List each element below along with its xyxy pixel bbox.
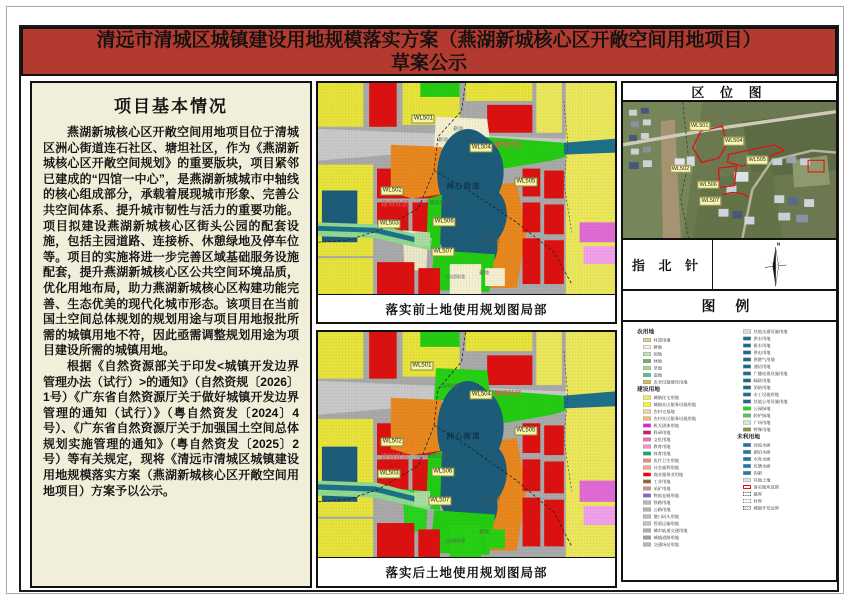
legend-swatch	[643, 479, 651, 483]
legend-swatch	[743, 406, 751, 410]
legend-item	[737, 377, 837, 384]
loc-label-wl507: WL507	[701, 198, 720, 205]
legend-label: 农村宅基地	[653, 409, 675, 414]
legend-swatch	[643, 437, 651, 441]
parcel-label-wl503: WL503	[379, 220, 399, 227]
legend-label: 科研用地	[653, 430, 671, 435]
legend-label: 农村社区服务设施用地	[653, 416, 697, 421]
legend-swatch	[743, 485, 751, 489]
landuse-note: 耕地	[479, 529, 490, 536]
legend-body	[621, 320, 838, 582]
legend-label: 湖泊水面	[753, 449, 771, 455]
legend-swatch	[743, 378, 751, 382]
legend-item	[737, 349, 837, 356]
poster-title-bar	[21, 27, 837, 76]
legend-swatch	[743, 392, 751, 396]
legend-label: 铁路用地	[653, 500, 671, 505]
legend-label: 医疗卫生用地	[653, 458, 680, 463]
parcel-label-wl501: WL501	[413, 115, 433, 122]
legend-label: 其他公用设施用地	[753, 399, 788, 404]
legend-item	[737, 398, 837, 405]
legend-label: 交通场站用地	[653, 542, 680, 547]
legend-swatch	[643, 395, 651, 399]
legend-label: 工业用地	[653, 479, 671, 484]
right-column	[621, 81, 838, 582]
landuse-note: 耕地	[452, 126, 463, 133]
loc-label-wl505: WL505	[748, 157, 766, 164]
legend-swatch	[643, 359, 651, 363]
legend-label: 邮政用地	[753, 378, 771, 383]
svg-text:N: N	[776, 241, 780, 247]
legend-label: 物流仓储用地	[653, 493, 680, 498]
legend-label: 文化用地	[653, 437, 671, 442]
legend-item	[737, 477, 837, 484]
legend-item	[637, 478, 737, 485]
legend-label: 城市轨道交通用地	[653, 528, 688, 533]
legend-swatch	[743, 364, 751, 368]
legend-item	[637, 450, 737, 457]
compass-section	[621, 238, 838, 291]
legend-label: 通信用地	[753, 364, 771, 369]
legend-swatch	[643, 486, 651, 490]
legend-label: 广场用地	[753, 420, 771, 425]
community-label-tangtan: 塘坦社区	[494, 141, 523, 149]
project-info-paragraph-2: 根据《自然资源部关于印发<城镇开发边界管理办法（试行）>的通知》（自然资规〔2026〕1号）《广东省自然资源厅关于做好城镇开发边界管理的通知（试行）》（粤自然资发〔2024〕4号）、《广东省自然资源厅关于加强国土空间总体规划实施管理的通知》（粤自然资发〔2025〕2 号）等有关规定，现将《清远市清城区城镇建设用地规模落实方案（燕湖新城核心区开敞空间用地项目）方案予以公示。	[43, 358, 299, 498]
legend-label: 农业设施建设用地	[653, 379, 688, 385]
legend-swatch	[643, 507, 651, 511]
legend-swatch	[643, 402, 651, 406]
legend-item	[637, 527, 737, 534]
legend-label: 草地	[653, 365, 663, 371]
legend-item	[637, 520, 737, 527]
legend-label: 城镇道路用地	[653, 535, 680, 540]
subdistrict-label-zhouxin: 洲心街道	[446, 181, 481, 191]
legend-item	[637, 443, 737, 450]
legend-item	[637, 408, 737, 415]
legend-swatch	[643, 542, 651, 546]
legend-swatch	[743, 478, 751, 482]
project-info-panel	[30, 81, 312, 588]
legend-label: 落实地块范围	[753, 484, 780, 490]
legend-label: 河流水面	[753, 442, 771, 448]
legend-item	[637, 422, 737, 429]
legend-swatch	[743, 450, 751, 454]
legend-item	[737, 412, 837, 419]
legend-label: 镇界	[753, 491, 763, 497]
parcel-label-wl505: WL505	[516, 178, 536, 185]
legend-label: 供水用地	[753, 336, 771, 341]
project-info-paragraph-1: 燕湖新城核心区开敞空间用地项目位于清城区洲心街道连石社区、塘坦社区，作为《燕湖新城核心区开敞空间规划》的重要版块，项目紧邻已建成的“四馆一中心”，是燕湖新城城市中轴线的核心组成部分，承载着展现城市形象、完善公共空间体系、提升城市韧性与活力的重要功能。项目拟建设燕湖新城核心区街头公园的配套设施，包括主园道路、连接桥、休憩绿地及停车位等。项目的实施将进一步完善区域基础服务设施配套，提升燕湖新城核心区公共空间环境品质，优化用地布局，助力燕湖新城核心区构建功能完善、生态优美的现代化城市形态。该项目在当前国土空间总体规划的规划用途与项目用地报批所需的城镇用地不符，因此亟需调整规划用途为项目建设所需的城镇用地。	[43, 125, 299, 358]
parcel-label-wl503: WL503	[379, 470, 399, 477]
legend-label: 村道用地	[653, 337, 671, 343]
legend-swatch	[743, 443, 751, 447]
landuse-note: 人工湖周边用地	[419, 200, 455, 207]
community-label-lianshi: 连石社区	[381, 453, 410, 461]
parcel-label-wl502: WL502	[382, 187, 402, 194]
legend-label: 城镇社区服务设施用地	[653, 402, 697, 407]
compass-box	[713, 240, 836, 289]
legend-label: 供燃气用地	[753, 357, 775, 362]
landuse-note: 文化用地	[480, 495, 501, 502]
legend-swatch	[643, 535, 651, 539]
legend-swatch	[643, 451, 651, 455]
legend-swatch	[643, 521, 651, 525]
legend-item	[637, 436, 737, 443]
legend-item	[637, 464, 737, 471]
location-label-layer	[623, 102, 836, 238]
legend-item	[637, 506, 737, 513]
legend-item	[637, 351, 737, 358]
legend-label: 港口码头用地	[653, 514, 680, 519]
legend-swatch	[743, 336, 751, 340]
legend-item	[637, 394, 737, 401]
landuse-note: 公园绿地	[438, 383, 459, 389]
legend-label: 广播电视设施用地	[753, 371, 788, 376]
legend-group-header: 建设用地	[637, 386, 660, 393]
legend-item	[637, 365, 737, 372]
legend-swatch	[643, 514, 651, 518]
legend-item	[637, 401, 737, 408]
legend-item	[737, 426, 837, 433]
legend-swatch	[643, 409, 651, 413]
legend-swatch	[743, 506, 751, 510]
legend-item	[637, 372, 737, 379]
legend-swatch	[743, 499, 751, 503]
legend-swatch	[743, 471, 751, 475]
legend-label: 村界	[753, 498, 763, 504]
legend-label: 沟渠	[753, 470, 763, 476]
map-before-label-layer	[318, 83, 615, 294]
legend-label: 商业服务业用地	[653, 472, 684, 477]
legend-label: 公路用地	[653, 507, 671, 512]
legend-swatch	[643, 373, 651, 377]
legend-item	[737, 356, 837, 363]
legend-label: 消防用地	[753, 385, 771, 390]
legend-item	[737, 505, 837, 512]
poster-title-line2: 草案公示	[390, 52, 467, 74]
legend-item	[737, 484, 837, 491]
location-map-title: 区 位 图	[621, 81, 838, 102]
legend-swatch	[643, 500, 651, 504]
parcel-label-wl504: WL504	[471, 391, 491, 398]
legend-item	[737, 370, 837, 377]
legend-label: 管道运输用地	[653, 521, 680, 526]
legend-swatch	[643, 416, 651, 420]
parcel-label-wl504: WL504	[471, 144, 491, 151]
legend-item	[737, 491, 837, 498]
legend-swatch	[743, 385, 751, 389]
parcel-label-wl501: WL501	[412, 362, 432, 369]
legend-label: 防护绿地	[753, 413, 771, 418]
legend-item	[637, 379, 737, 386]
landuse-note: 耕地	[479, 270, 490, 276]
legend-label: 林地	[653, 358, 663, 364]
legend-label: 公园绿地	[753, 406, 771, 411]
landuse-note: 公园绿地	[444, 274, 465, 280]
legend-item	[737, 384, 837, 391]
landuse-note: 人工湖周边用地	[416, 452, 452, 459]
legend-title: 图 例	[621, 289, 838, 322]
legend-group-header: 未利用地	[737, 434, 760, 440]
legend-label: 采矿用地	[653, 486, 671, 491]
legend-item	[737, 470, 837, 477]
parcel-label-wl505: WL505	[516, 427, 536, 434]
legend-item	[637, 415, 737, 422]
legend-label: 城镇住宅用地	[653, 395, 680, 400]
project-info-heading: 项目基本情况	[114, 97, 228, 116]
legend-label: 坑塘水面	[753, 463, 771, 469]
legend-swatch	[743, 329, 751, 333]
legend-label: 机关团体用地	[653, 423, 680, 428]
loc-label-wl504: WL504	[725, 138, 743, 145]
legend-label: 园地	[653, 351, 663, 357]
landuse-note: 文化用地	[480, 238, 501, 245]
legend-label: 水工设施用地	[753, 392, 780, 397]
legend-swatch	[643, 423, 651, 427]
landuse-map-before	[318, 83, 615, 294]
legend-item	[637, 337, 737, 344]
legend-label: 体育用地	[653, 451, 671, 456]
legend-item	[737, 405, 837, 412]
legend-label: 水库水面	[753, 456, 771, 462]
landuse-note: 公园绿地	[444, 538, 465, 545]
legend-swatch	[643, 458, 651, 462]
legend-columns	[637, 328, 837, 548]
parcel-label-wl507: WL507	[433, 248, 453, 255]
legend-item	[737, 456, 837, 463]
legend-item	[637, 485, 737, 492]
community-label-tangtan: 塘坦社区	[494, 390, 523, 398]
legend-item	[737, 442, 837, 449]
legend-swatch	[743, 413, 751, 417]
legend-swatch	[743, 427, 751, 431]
legend-label: 教育用地	[653, 444, 671, 449]
legend-label: 城镇开发边界	[753, 505, 780, 511]
landuse-map-after	[318, 332, 615, 557]
location-map	[621, 100, 838, 240]
legend-swatch	[743, 350, 751, 354]
legend-label: 其他土地	[753, 477, 771, 483]
legend-swatch	[643, 465, 651, 469]
landuse-note: 耕地	[437, 137, 448, 143]
map-after-caption: 落实后土地使用规划图局部	[318, 557, 615, 586]
parcel-label-wl506: WL506	[433, 468, 453, 474]
legend-label: 供电用地	[753, 350, 771, 355]
legend-column-1	[637, 328, 737, 548]
legend-item	[637, 499, 737, 506]
legend-item	[737, 335, 837, 342]
legend-item	[637, 534, 737, 541]
community-label-lianshi: 连石社区	[381, 200, 410, 208]
legend-swatch	[643, 472, 651, 476]
legend-label: 排水用地	[753, 343, 771, 348]
legend-label: 特殊用地	[753, 427, 771, 432]
legend-swatch	[643, 444, 651, 448]
legend-item	[737, 449, 837, 456]
legend-swatch	[643, 493, 651, 497]
compass-rose-icon	[750, 240, 800, 289]
legend-swatch	[643, 380, 651, 384]
legend-item	[737, 498, 837, 505]
legend-item	[637, 471, 737, 478]
legend-item	[637, 344, 737, 351]
landuse-map-before-figure	[316, 81, 617, 324]
map-before-caption: 落实前土地使用规划图局部	[318, 294, 615, 322]
landuse-map-after-figure	[316, 330, 617, 588]
legend-item	[737, 391, 837, 398]
parcel-label-wl506: WL506	[434, 218, 454, 225]
legend-label: 湿地	[653, 372, 663, 378]
legend-swatch	[743, 464, 751, 468]
legend-group-header: 农用地	[637, 329, 655, 335]
legend-swatch	[643, 528, 651, 532]
parcel-label-wl507: WL507	[430, 497, 450, 504]
legend-item	[637, 358, 737, 365]
legend-swatch	[643, 366, 651, 370]
loc-label-wl502: WL502	[671, 165, 690, 172]
loc-label-wl506: WL506	[699, 181, 717, 188]
legend-swatch	[643, 338, 651, 342]
legend-item	[637, 541, 737, 548]
legend-item	[737, 463, 837, 470]
parcel-label-wl502: WL502	[382, 438, 402, 445]
legend-swatch	[743, 399, 751, 403]
subdistrict-label-zhouxin: 洲心街道	[446, 431, 481, 440]
compass-title: 指 北 针	[623, 240, 713, 289]
legend-item	[737, 419, 837, 426]
legend-label: 耕地	[653, 344, 663, 350]
legend-swatch	[743, 457, 751, 461]
legend-item	[737, 328, 837, 335]
legend-swatch	[643, 352, 651, 356]
legend-swatch	[743, 357, 751, 361]
legend-label: 社会福利用地	[653, 465, 680, 470]
legend-swatch	[743, 343, 751, 347]
loc-label-wl501: WL501	[690, 123, 709, 130]
legend-swatch	[643, 430, 651, 434]
legend-swatch	[643, 345, 651, 349]
legend-swatch	[743, 420, 751, 424]
legend-item	[637, 513, 737, 520]
legend-item	[737, 342, 837, 349]
legend-swatch	[743, 371, 751, 375]
legend-item	[637, 492, 737, 499]
legend-label: 其他交通设施用地	[753, 329, 788, 334]
legend-column-2	[737, 328, 837, 548]
legend-swatch	[743, 492, 751, 496]
legend-item	[737, 363, 837, 370]
map-after-label-layer	[318, 332, 615, 557]
legend-item	[637, 457, 737, 464]
poster-title-line1: 清远市清城区城镇建设用地规模落实方案（燕湖新城核心区开敞空间用地项目）	[96, 29, 762, 51]
legend-item	[637, 429, 737, 436]
